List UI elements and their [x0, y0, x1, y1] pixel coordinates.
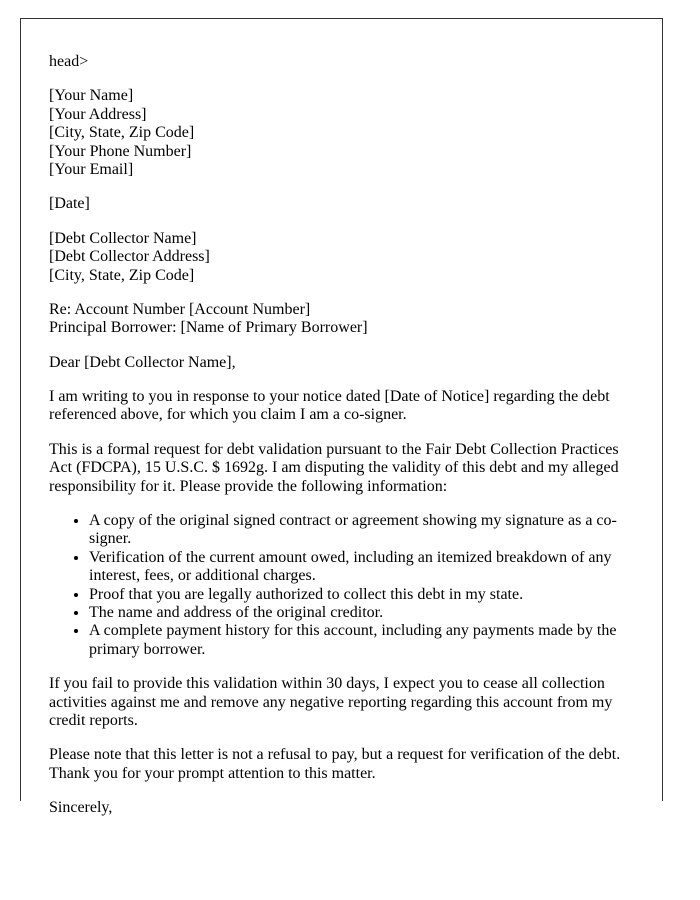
reference-block	[49, 301, 642, 338]
list-item: • A complete payment history for this account, including any payments made by the primary borrower.	[89, 622, 642, 659]
deadline-paragraph: If you fail to provide this validation within 30 days, I expect you to cease all collection activities against me and remove any negative reporting regarding this account from my credit reports.	[49, 675, 613, 729]
salutation: Dear [Debt Collector Name],	[49, 353, 236, 371]
sender-address: [Your Address]	[49, 105, 147, 123]
sender-city-state-zip: [City, State, Zip Code]	[49, 124, 195, 142]
sender-address-block	[49, 87, 642, 179]
recipient-name: [Debt Collector Name]	[49, 229, 197, 247]
intro-paragraph: I am writing to you in response to your notice dated [Date of Notice] regarding the debt referenced above, for which you claim I am a co-signer.	[49, 388, 610, 424]
list-item: • The name and address of the original creditor.	[89, 604, 642, 622]
list-item: • Verification of the current amount owed, including an itemized breakdown of any interest, fees, or additional charges.	[89, 549, 642, 586]
list-item: • Proof that you are legally authorized to collect this debt in my state.	[89, 586, 642, 604]
recipient-address: [Debt Collector Address]	[49, 248, 210, 266]
letter-container	[20, 18, 663, 817]
signoff: Sincerely,	[49, 799, 113, 817]
stray-head-tag-text: head>	[49, 53, 89, 70]
note-paragraph: Please note that this letter is not a refusal to pay, but a request for verification of the debt. Thank you for your prompt attention to this matter.	[49, 746, 621, 782]
sender-phone: [Your Phone Number]	[49, 142, 192, 160]
reference-borrower-line: Principal Borrower: [Name of Primary Borrower]	[49, 319, 368, 337]
request-paragraph: This is a formal request for debt validation pursuant to the Fair Debt Collection Practices Act (FDCPA), 15 U.S.C. $ 1692g. I am disputing the validity of this debt and my alleged responsibility for it. Please provide the following information:	[49, 440, 619, 495]
date-line: [Date]	[49, 195, 90, 213]
sender-email: [Your Email]	[49, 160, 134, 178]
reference-account-line: Re: Account Number [Account Number]	[49, 300, 311, 318]
recipient-city-state-zip: [City, State, Zip Code]	[49, 266, 195, 284]
sender-name: [Your Name]	[49, 87, 134, 105]
recipient-address-block	[49, 230, 642, 285]
list-item: • A copy of the original signed contract or agreement showing my signature as a co-signer.	[89, 512, 642, 549]
validation-items-list	[49, 512, 642, 659]
